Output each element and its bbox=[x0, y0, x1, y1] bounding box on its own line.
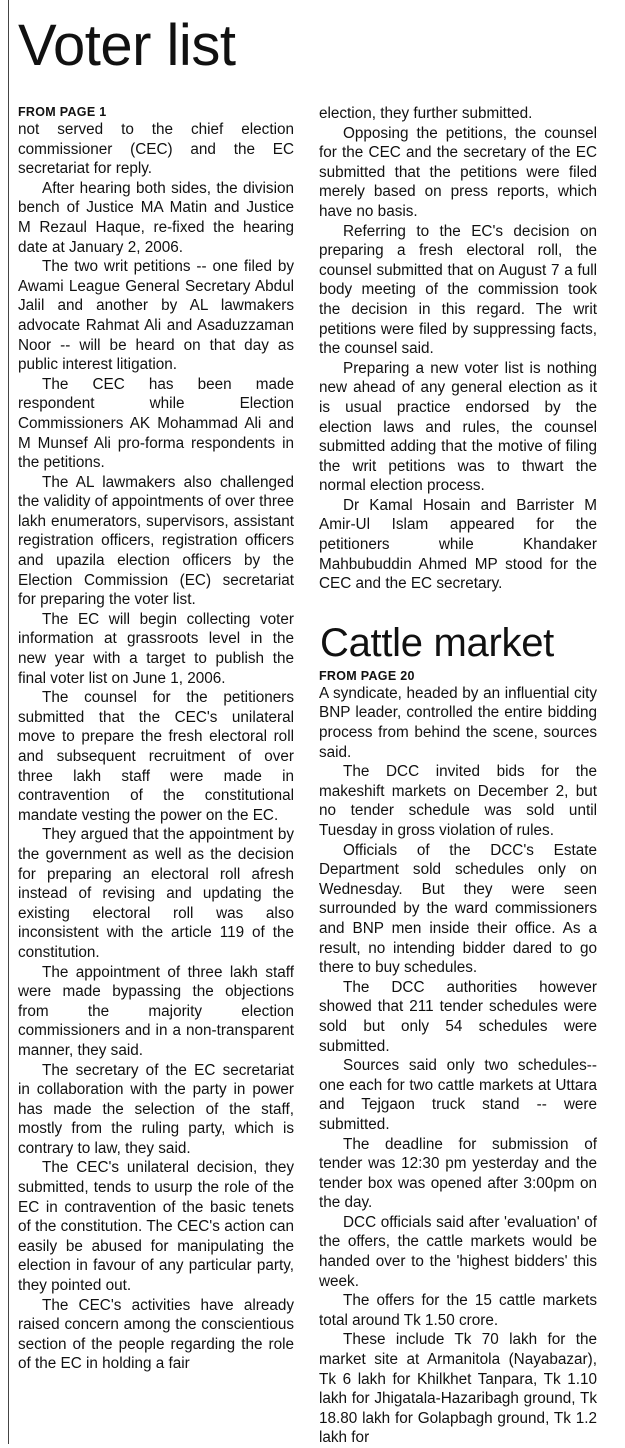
cattle-market-paragraph: The deadline for submission of tender was 12:30 pm yesterday and the tender box was opened after 3:00pm on the day. bbox=[319, 1135, 597, 1212]
cattle-market-paragraph: These include Tk 70 lakh for the market site at Armanitola (Nayabazar), Tk 6 lakh for Khilkhet Tanpara, Tk 1.10 lakh for Jhigatala-Hazaribagh ground, Tk 18.80 lakh for Golapbagh ground, Tk 1.2 lakh for bbox=[319, 1331, 597, 1447]
voter-list-column-1 bbox=[18, 104, 294, 1374]
voter-list-column-2 bbox=[319, 104, 597, 1448]
cattle-market-paragraph: Officials of the DCC's Estate Department sold schedules only on Wednesday. But they were seen surrounded by the ward commissioners and BNP men inside their office. As a result, no intending bidder dared to go there to buy schedules. bbox=[319, 841, 597, 977]
voter-list-paragraph: election, they further submitted. bbox=[319, 105, 533, 122]
voter-list-headline: Voter list bbox=[18, 13, 236, 78]
voter-list-paragraph: The CEC's unilateral decision, they submitted, tends to usurp the role of the EC in contravention of the basic tenets of the constitution. The CEC's action can easily be abused for manipulating the election in favour of any particular party, they pointed out. bbox=[18, 1159, 294, 1295]
voter-list-paragraph: The counsel for the petitioners submitted that the CEC's unilateral move to prepare the fresh electoral roll and subsequent recruitment of over three lakh staff were made in contravention of the constitutional mandate vesting the power on the EC. bbox=[18, 689, 294, 824]
cattle-market-paragraph: DCC officials said after 'evaluation' of the offers, the cattle markets would be handed over to the 'highest bidders' this week. bbox=[319, 1213, 597, 1290]
voter-list-paragraph: Preparing a new voter list is nothing new ahead of any general election as it is usual practice endorsed by the election laws and rules, the counsel submitted adding that the motive of filing the writ petitions was to thwart the normal election process. bbox=[319, 359, 597, 495]
cattle-market-paragraph: The DCC authorities however showed that 211 tender schedules were sold but only 54 schedules were submitted. bbox=[319, 978, 597, 1055]
cattle-market-paragraph: A syndicate, headed by an influential city BNP leader, controlled the entire bidding process from behind the scene, sources said. bbox=[319, 684, 597, 761]
cattle-market-paragraph: The offers for the 15 cattle markets total around Tk 1.50 crore. bbox=[319, 1292, 597, 1329]
voter-list-paragraph: The EC will begin collecting voter information at grassroots level in the new year with a target to publish the final voter list on June 1, 2006. bbox=[18, 610, 294, 687]
voter-list-paragraph: After hearing both sides, the division bench of Justice MA Matin and Justice M Rezaul Haque, re-fixed the hearing date at January 2, 2006. bbox=[18, 179, 294, 256]
cattle-market-jump-line: FROM PAGE 20 bbox=[319, 668, 415, 683]
voter-list-paragraph: The CEC's activities have already raised concern among the conscientious section of the people regarding the role of the EC in holding a fair bbox=[18, 1296, 294, 1373]
voter-list-paragraph: The appointment of three lakh staff were made bypassing the objections from the majority election commissioners and in a non-transparent manner, they said. bbox=[18, 963, 294, 1059]
cattle-market-paragraph: Sources said only two schedules-- one each for two cattle markets at Uttara and Tejgaon truck stand -- were submitted. bbox=[319, 1057, 597, 1133]
column-divider bbox=[8, 0, 9, 1444]
voter-list-paragraph: not served to the chief election commissioner (CEC) and the EC secretariat for reply. bbox=[18, 121, 294, 178]
cattle-market-headline: Cattle market bbox=[320, 620, 554, 665]
voter-list-paragraph: Referring to the EC's decision on preparing a fresh electoral roll, the counsel submitted that on August 7 a full body meeting of the commission took the decision in this regard. The writ petitions were filed by suppressing facts, the counsel said. bbox=[319, 222, 597, 358]
cattle-market-paragraph: The DCC invited bids for the makeshift markets on December 2, but no tender schedule was sold until Tuesday in gross violation of rules. bbox=[319, 763, 597, 839]
voter-list-paragraph: Dr Kamal Hosain and Barrister M Amir-Ul Islam appeared for the petitioners while Khandaker Mahbubuddin Ahmed MP stood for the CEC and the EC secretary. bbox=[319, 496, 597, 593]
voter-list-jump-line: FROM PAGE 1 bbox=[18, 105, 107, 119]
voter-list-paragraph: Opposing the petitions, the counsel for the CEC and the secretary of the EC submitted that the petitions were filed merely based on press reports, which have no basis. bbox=[319, 124, 597, 220]
voter-list-paragraph: The AL lawmakers also challenged the validity of appointments of over three lakh enumerators, supervisors, assistant registration officers, registration officers and upazila election officers by the Election Commission (EC) secretariat for preparing the voter list. bbox=[18, 473, 294, 609]
voter-list-paragraph: The secretary of the EC secretariat in collaboration with the party in power has made the selection of the staff, mostly from the ruling party, which is contrary to law, they said. bbox=[18, 1061, 294, 1157]
voter-list-paragraph: The two writ petitions -- one filed by Awami League General Secretary Abdul Jalil and another by AL lawmakers advocate Rahmat Ali and Asaduzzaman Noor -- will be heard on that day as public interest litigation. bbox=[18, 258, 294, 374]
voter-list-paragraph: They argued that the appointment by the government as well as the decision for preparing an electoral roll afresh instead of revising and updating the existing electoral roll was also inconsistent with the article 119 of the constitution. bbox=[18, 826, 294, 961]
voter-list-paragraph: The CEC has been made respondent while Election Commissioners AK Mohammad Ali and M Munsef Ali pro-forma respondents in the petitions. bbox=[18, 375, 294, 472]
